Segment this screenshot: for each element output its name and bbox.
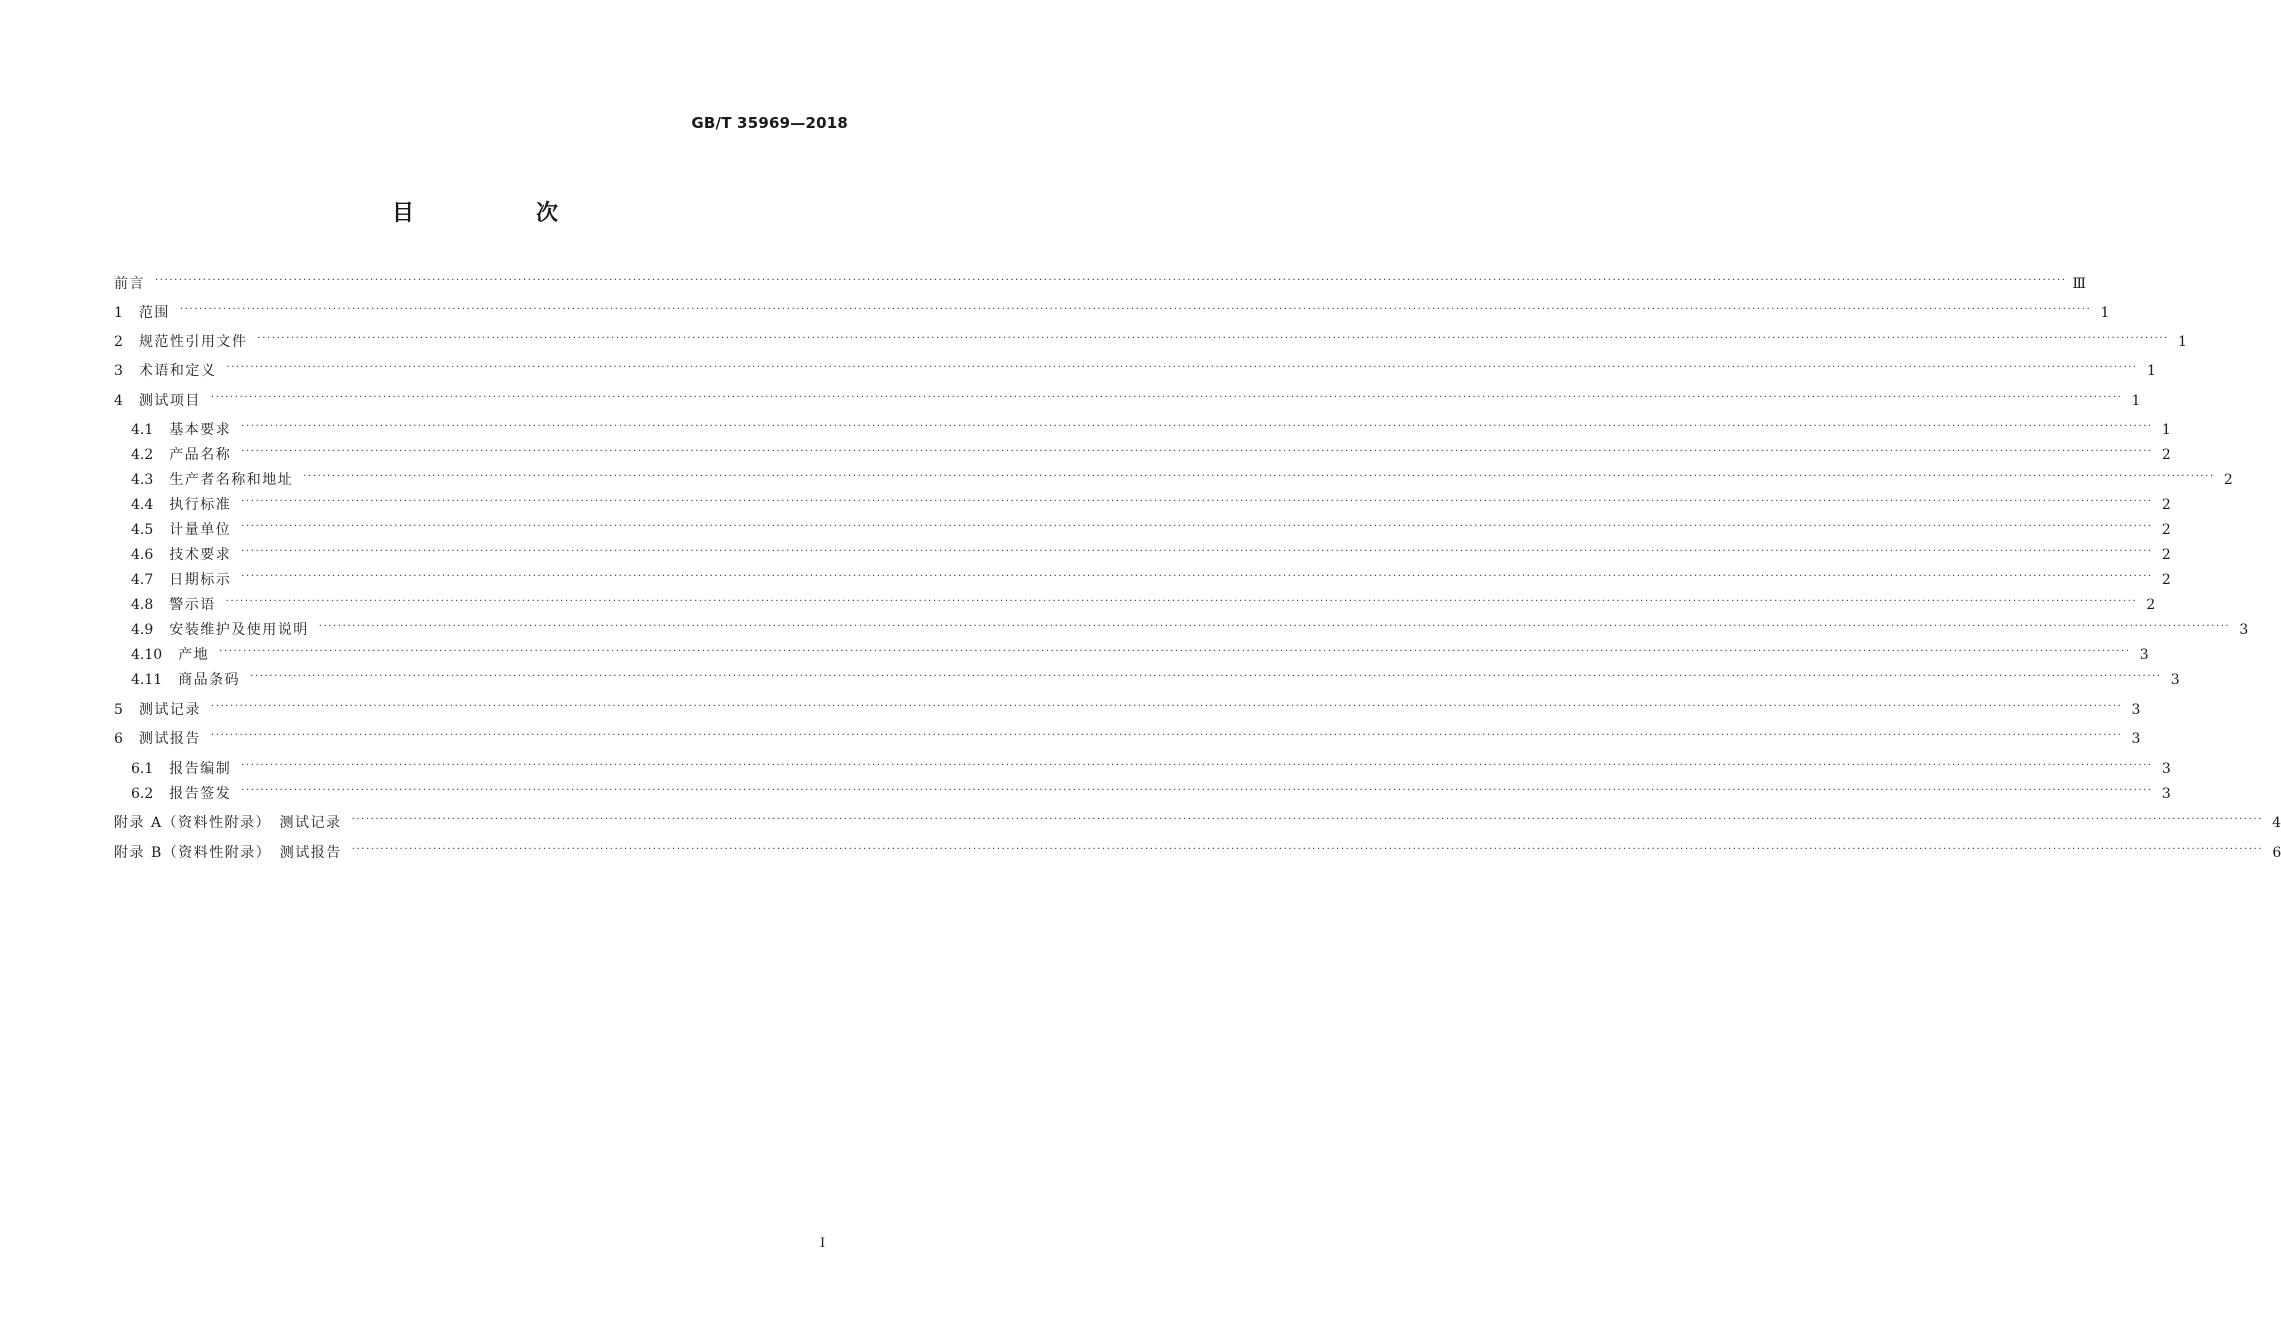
- toc-entry-title: 测试项目: [138, 393, 201, 409]
- page-title: 目 次: [391, 201, 608, 226]
- toc-entry-title: 警示语: [169, 597, 216, 613]
- toc-entry-number: 4.11: [131, 672, 163, 688]
- toc-leader-dots: ················································································································································································································································································································································································································: [241, 421, 2153, 432]
- toc-entry-page: 3: [2161, 786, 2171, 802]
- toc-entry[interactable]: [114, 274, 2086, 294]
- toc-entry[interactable]: [131, 759, 2171, 779]
- toc-entry-number: 4.6: [131, 547, 154, 563]
- toc-entry[interactable]: [114, 843, 2281, 863]
- toc-leader-dots: ················································································································································································································································································································································································································: [210, 730, 2123, 741]
- toc-entry-page: 2: [2161, 522, 2171, 538]
- toc-entry[interactable]: [114, 391, 2141, 411]
- toc-entry-number: 6: [114, 731, 123, 747]
- toc-entry-title: 前言: [114, 276, 145, 292]
- toc-leader-dots: ················································································································································································································································································································································································································: [241, 785, 2153, 796]
- toc-leader-dots: ················································································································································································································································································································································································································: [241, 760, 2153, 771]
- toc-entry[interactable]: [131, 595, 2156, 615]
- toc-entry-number: 4.7: [131, 572, 154, 588]
- toc-entry[interactable]: [131, 470, 2233, 490]
- toc-entry-title: 术语和定义: [138, 363, 217, 379]
- toc-entry[interactable]: [114, 332, 2187, 352]
- toc-entry-page: 3: [2131, 731, 2141, 747]
- toc-entry-title: 执行标准: [169, 497, 232, 513]
- toc-entry[interactable]: [131, 445, 2171, 465]
- toc-leader-dots: ················································································································································································································································································································································································································: [241, 446, 2153, 457]
- toc-entry-title: 技术要求: [169, 547, 232, 563]
- toc-leader-dots: ················································································································································································································································································································································································································: [241, 496, 2153, 507]
- toc-entry-page: 6: [2272, 845, 2281, 861]
- toc-leader-dots: ················································································································································································································································································································································································································: [241, 571, 2153, 582]
- toc-entry-title: 商品条码: [178, 672, 241, 688]
- toc-entry-page: 1: [2177, 334, 2187, 350]
- toc-leader-dots: ················································································································································································································································································································································································································: [351, 844, 2264, 855]
- toc-entry-number: 4.8: [131, 597, 154, 613]
- toc-entry-number: 4: [114, 393, 123, 409]
- toc-entry-page: 1: [2131, 393, 2141, 409]
- toc-entry-number: 4.3: [131, 472, 154, 488]
- toc-entry-title: 范围: [138, 305, 170, 321]
- toc-entry-page: 3: [2170, 672, 2180, 688]
- toc-leader-dots: ················································································································································································································································································································································································································: [241, 521, 2153, 532]
- toc-entry[interactable]: [131, 545, 2171, 565]
- toc-entry[interactable]: [131, 784, 2171, 804]
- toc-entry[interactable]: [131, 520, 2171, 540]
- toc-leader-dots: ················································································································································································································································································································································································································: [257, 333, 2169, 344]
- toc-entry-page: 1: [2146, 363, 2156, 379]
- toc-entry-number: 6.2: [131, 786, 154, 802]
- toc-entry-number: 2: [114, 334, 123, 350]
- toc-entry-number: 4.10: [131, 647, 163, 663]
- toc-leader-dots: ················································································································································································································································································································································································································: [226, 362, 2138, 373]
- toc-entry-page: 3: [2131, 702, 2141, 718]
- toc-leader-dots: ················································································································································································································································································································································································································: [210, 701, 2123, 712]
- toc-entry-number: 4.4: [131, 497, 154, 513]
- toc-entry-page: 3: [2161, 761, 2171, 777]
- toc-leader-dots: ················································································································································································································································································································································································································: [210, 392, 2123, 403]
- toc-leader-dots: ················································································································································································································································································································································································································: [155, 275, 2067, 286]
- toc-entry[interactable]: [131, 495, 2171, 515]
- toc-entry-title: 附录 B（资料性附录） 测试报告: [114, 845, 342, 861]
- toc-entry-title: 报告编制: [169, 761, 232, 777]
- toc-entry-page: 4: [2272, 815, 2281, 831]
- toc-entry-title: 测试报告: [138, 731, 201, 747]
- toc-entry-number: 4.1: [131, 422, 154, 438]
- toc-entry[interactable]: [131, 420, 2171, 440]
- toc-entry-page: 3: [2139, 647, 2149, 663]
- toc-entry-title: 日期标示: [169, 572, 232, 588]
- toc-leader-dots: ················································································································································································································································································································································································································: [225, 596, 2138, 607]
- toc-entry-page: 2: [2146, 597, 2156, 613]
- toc-entry[interactable]: [114, 303, 2110, 323]
- toc-entry-number: 4.2: [131, 447, 154, 463]
- toc-leader-dots: ················································································································································································································································································································································································································: [250, 671, 2162, 682]
- toc-entry-title: 产地: [178, 647, 210, 663]
- toc-entry-title: 基本要求: [169, 422, 232, 438]
- toc-entry-page: 1: [2100, 305, 2110, 321]
- toc-entry-number: 5: [114, 702, 123, 718]
- toc-entry-page: 1: [2161, 422, 2171, 438]
- toc-leader-dots: ················································································································································································································································································································································································································: [318, 621, 2231, 632]
- toc-entry-title: 产品名称: [169, 447, 232, 463]
- toc-entry[interactable]: [131, 620, 2249, 640]
- toc-entry-title: 计量单位: [169, 522, 232, 538]
- toc-entry-title: 生产者名称和地址: [169, 472, 294, 488]
- toc-entry[interactable]: [114, 729, 2141, 749]
- toc-leader-dots: ················································································································································································································································································································································································································: [179, 304, 2092, 315]
- standard-code: GB/T 35969—2018: [691, 114, 848, 132]
- page-number: I: [820, 1236, 826, 1251]
- toc-entry[interactable]: [131, 645, 2149, 665]
- toc-leader-dots: ················································································································································································································································································································································································································: [219, 646, 2131, 657]
- toc-entry-title: 规范性引用文件: [138, 334, 248, 350]
- toc-entry-number: 3: [114, 363, 123, 379]
- toc-entry-number: 4.5: [131, 522, 154, 538]
- toc-entry-title: 安装维护及使用说明: [169, 622, 309, 638]
- toc-entry-title: 报告签发: [169, 786, 232, 802]
- toc-leader-dots: ················································································································································································································································································································································································································: [303, 471, 2215, 482]
- toc-leader-dots: ················································································································································································································································································································································································································: [241, 546, 2153, 557]
- toc-entry-page: 2: [2161, 497, 2171, 513]
- toc-entry[interactable]: [114, 700, 2141, 720]
- toc-entry-page: 2: [2223, 472, 2233, 488]
- toc-entry-page: 2: [2161, 447, 2171, 463]
- toc-entry-title: 附录 A（资料性附录） 测试记录: [114, 815, 342, 831]
- toc-entry-page: Ⅲ: [2072, 276, 2086, 292]
- toc-entry[interactable]: [131, 670, 2180, 690]
- toc-entry-page: 2: [2161, 572, 2171, 588]
- toc-entry-title: 测试记录: [138, 702, 201, 718]
- toc-leader-dots: ················································································································································································································································································································································································································: [351, 814, 2264, 825]
- toc-entry-page: 2: [2161, 547, 2171, 563]
- toc-entry[interactable]: [114, 813, 2281, 833]
- toc-entry-number: 4.9: [131, 622, 154, 638]
- toc-entry-number: 1: [114, 305, 123, 321]
- toc-entry[interactable]: [114, 361, 2156, 381]
- toc-entry[interactable]: [131, 570, 2171, 590]
- toc-entry-page: 3: [2239, 622, 2249, 638]
- toc-entry-number: 6.1: [131, 761, 154, 777]
